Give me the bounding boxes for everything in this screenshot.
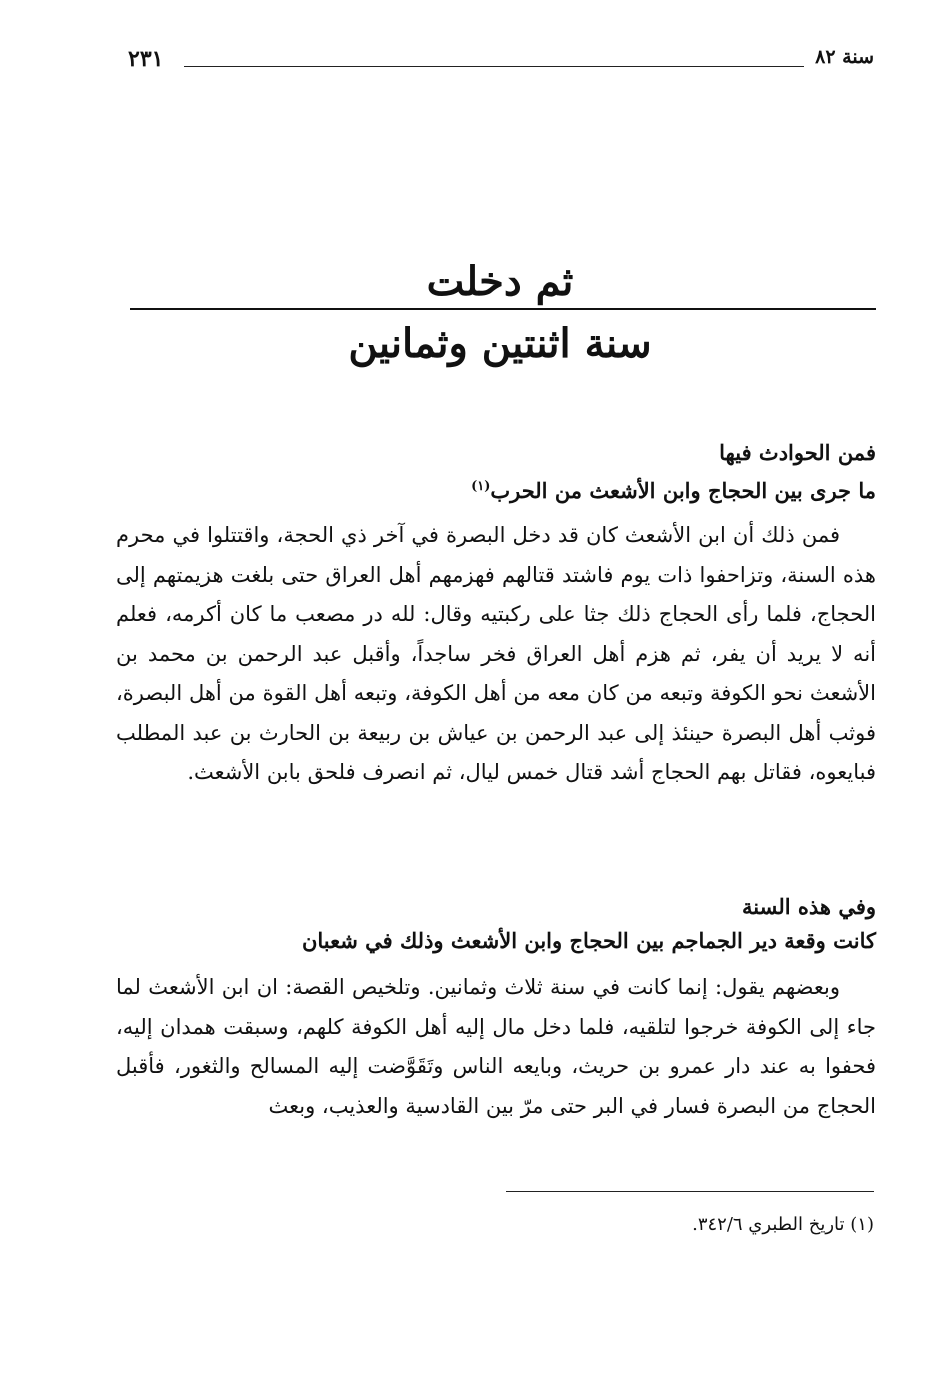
section-1-subheading-text: ما جرى بين الحجاج وابن الأشعث من الحرب [490,478,876,503]
footnote: (١) تاريخ الطبري ٣٤٢/٦. [692,1214,874,1235]
page-number: ٢٣١ [128,46,164,72]
running-header-year: سنة ٨٢ [815,46,874,68]
section-2 [116,890,876,1126]
footnote-divider [506,1191,874,1192]
section-2-subheading: كانت وقعة دير الجماجم بين الحجاج وابن الأشعث وذلك في شعبان [301,928,876,953]
footnote-marker: (١) [471,479,491,494]
header-rule [184,66,804,67]
section-1-heading: فمن الحوادث فيها [719,440,876,465]
section-1-paragraph: فمن ذلك أن ابن الأشعث كان قد دخل البصرة في آخر ذي الحجة، واقتتلوا في محرم هذه السنة، وتزاحفوا ذات يوم فاشتد قتالهم فهزمهم أهل العراق حتى بلغت هزيمتهم إلى الحجاج، فلما رأى الحجاج ذلك جثا على ركبتيه وقال: لله در مصعب ما كان أكرمه، فعلم أنه لا يريد أن يفر، ثم هزم أهل العراق فخر ساجداً، وأقبل عبد الرحمن بن محمد بن الأشعث نحو الكوفة وتبعه من كان معه من أهل الكوفة، وتبعه أهل القوة من أهل البصرة، فوثب أهل البصرة حينئذ إلى عبد الرحمن بن عياش بن ربيعة بن الحارث بن عبد المطلب فبايعوه، فقاتل بهم الحجاج أشد قتال خمس ليال، ثم انصرف فلحق بابن الأشعث. [116,523,876,784]
section-1 [116,436,876,793]
chapter-title-line1: ثم دخلت [426,258,574,305]
section-1-subheading [116,470,876,508]
title-divider [130,308,876,310]
section-2-heading: وفي هذه السنة [742,894,876,919]
chapter-title-line2: سنة اثنتين وثمانين [348,320,652,367]
running-header [128,46,874,80]
section-2-paragraph: وبعضهم يقول: إنما كانت في سنة ثلاث وثمانين. وتلخيص القصة: ان ابن الأشعث لما جاء إلى الكوفة خرجوا لتلقيه، فلما دخل مال إليه أهل الكوفة كلهم، وسبقت همدان إليه، فحفوا به عند دار عمرو بن حريث، وبايعه الناس وتَقَوَّضت إليه المسالح والثغور، فأقبل الحجاج من البصرة فسار في البر حتى مرّ بين القادسية والعذيب، وبعث [116,975,876,1118]
